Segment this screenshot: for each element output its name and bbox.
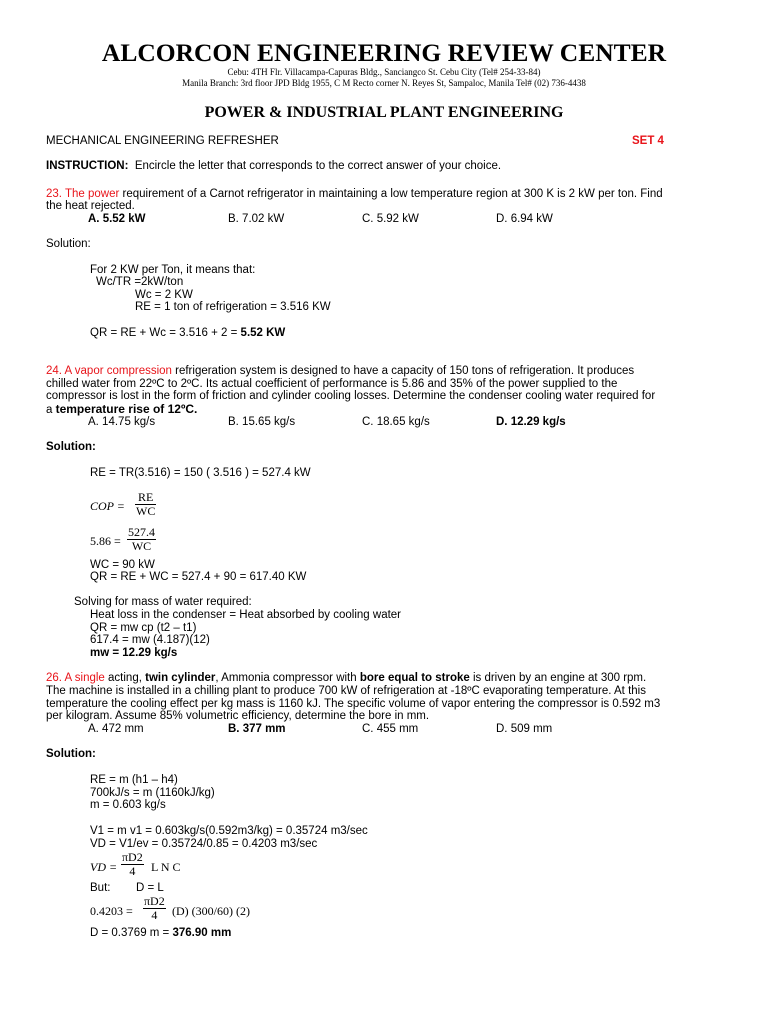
- q23-sol-4: RE = 1 ton of refrigeration = 3.516 KW: [135, 301, 331, 313]
- q26-option-a[interactable]: A. 472 mm: [88, 723, 144, 735]
- q26-line4: per kilogram. Assume 85% volumetric efficiency, determine the bore in mm.: [46, 710, 430, 722]
- page-title: ALCORCON ENGINEERING REVIEW CENTER: [101, 38, 667, 67]
- q26-p2: twin cylinder: [145, 672, 216, 684]
- q26-sol-6b: D = L: [136, 882, 164, 894]
- q23-sol-1: For 2 KW per Ton, it means that:: [90, 264, 256, 276]
- vd-denominator: 4: [121, 864, 144, 878]
- q26-sol-7-text: D = 0.3769 m =: [90, 927, 173, 939]
- q26-sol-4: V1 = m v1 = 0.603kg/s(0.592m3/kg) = 0.35724 m3/sec: [90, 825, 368, 837]
- bore-eq-lhs: 0.4203 =: [90, 904, 133, 918]
- instruction: [46, 159, 501, 173]
- q24-sol-6: QR = mw cp (t2 – t1): [90, 622, 197, 634]
- q24-line4-b: temperature rise of 12ºC.: [55, 402, 198, 416]
- cop586-fraction: [127, 526, 156, 553]
- q23-answer: 5.52 KW: [240, 327, 286, 339]
- q24-sol-5: Heat loss in the condenser = Heat absorbed by cooling water: [90, 609, 402, 621]
- bore-eq-rhs: (D) (300/60) (2): [172, 904, 250, 918]
- q23-text: requirement of a Carnot refrigerator in maintaining a low temperature region at 300 K is 2 kW per ton. Find: [119, 188, 663, 200]
- vd-lhs: VD =: [90, 860, 118, 874]
- q26-answer: 376.90 mm: [172, 927, 232, 939]
- q24-lead: 24. A vapor compression: [46, 365, 172, 377]
- bore-eq-denominator: 4: [143, 908, 166, 922]
- cop-fraction: [135, 491, 156, 518]
- q24-option-b[interactable]: B. 15.65 kg/s: [228, 416, 296, 428]
- cebu-address: Cebu: 4TH Flr. Villacampa-Capuras Bldg., Sanciangco St. Cebu City (Tel# 254-33-84): [227, 67, 541, 77]
- q24-sol-3: QR = RE + WC = 527.4 + 90 = 617.40 KW: [90, 571, 307, 583]
- cop586-denominator: WC: [127, 539, 156, 553]
- q24-option-d[interactable]: D. 12.29 kg/s: [496, 416, 566, 428]
- q26-lead: 26. A single: [46, 672, 105, 684]
- q26-option-d[interactable]: D. 509 mm: [496, 723, 553, 735]
- q24-line1: [46, 364, 634, 378]
- q26-p1: acting,: [104, 672, 146, 684]
- q24-sol-1: RE = TR(3.516) = 150 ( 3.516 ) = 527.4 kW: [90, 467, 311, 479]
- q26-line3: temperature the cooling effect per kg mass is 1160 kJ. The specific volume of vapor entering the compressor is 0.592 m3: [46, 698, 661, 710]
- q23-option-a[interactable]: A. 5.52 kW: [88, 213, 146, 225]
- q26-sol-5: VD = V1/ev = 0.35724/0.85 = 0.4203 m3/sec: [90, 838, 318, 850]
- q24-line2: chilled water from 22ºC to 2ºC. Its actual coefficient of performance is 5.86 and 35% of the power supplied to the: [46, 378, 618, 390]
- q26-p5: is driven by an engine at 300 rpm.: [469, 672, 647, 684]
- q24-sol-2: WC = 90 kW: [90, 559, 155, 571]
- subject-title: POWER & INDUSTRIAL PLANT ENGINEERING: [204, 104, 564, 121]
- cop586-lhs: 5.86 =: [90, 534, 121, 548]
- q26-sol-3: m = 0.603 kg/s: [90, 799, 166, 811]
- q26-solution-label: Solution:: [46, 748, 96, 760]
- manila-address: Manila Branch: 3rd floor JPD Bldg 1955, C M Recto corner N. Reyes St, Sampaloc, Manila Tel# (02) 736-4438: [182, 78, 586, 88]
- course-label: MECHANICAL ENGINEERING REFRESHER: [46, 135, 279, 147]
- q24-answer: mw = 12.29 kg/s: [90, 647, 178, 659]
- q26-p4: bore equal to stroke: [359, 672, 470, 684]
- q23-lead: 23. The power: [46, 188, 120, 200]
- q24-text: refrigeration system is designed to have a capacity of 150 tons of refrigeration. It produces: [171, 365, 635, 377]
- instruction-label: INSTRUCTION:: [46, 160, 129, 172]
- q24-option-c[interactable]: C. 18.65 kg/s: [362, 416, 430, 428]
- q23-sol-3: Wc = 2 KW: [135, 289, 193, 301]
- cop-numerator: RE: [138, 490, 154, 504]
- q23-option-d[interactable]: D. 6.94 kW: [496, 213, 553, 225]
- q26-p3: , Ammonia compressor with: [215, 672, 360, 684]
- q24-option-a[interactable]: A. 14.75 kg/s: [88, 416, 156, 428]
- q24-solution-label: Solution:: [46, 441, 96, 453]
- q23-sol-5: [90, 326, 285, 340]
- q26-line1: [46, 671, 646, 685]
- vd-numerator: πD2: [122, 850, 143, 864]
- q26-sol-7: [90, 926, 231, 940]
- instruction-text: Encircle the letter that corresponds to the correct answer of your choice.: [134, 160, 502, 172]
- cop-lhs: COP =: [90, 499, 125, 513]
- vd-rhs: L N C: [151, 860, 181, 874]
- bore-eq-numerator: πD2: [144, 894, 165, 908]
- q26-line2: The machine is installed in a chilling plant to produce 700 kW of refrigeration at -18ºC evaporating temperature. At this: [46, 685, 646, 697]
- q23-option-c[interactable]: C. 5.92 kW: [362, 213, 419, 225]
- q24-line4-a: a: [46, 404, 56, 416]
- q26-sol-6a: But:: [90, 882, 111, 894]
- cop586-numerator: 527.4: [128, 525, 155, 539]
- bore-eq-fraction: [143, 895, 166, 922]
- q23-line1: [46, 187, 663, 201]
- cop-denominator: WC: [136, 504, 156, 518]
- set-label: SET 4: [632, 135, 664, 147]
- q26-sol-2: 700kJ/s = m (1160kJ/kg): [90, 787, 215, 799]
- q26-sol-1: RE = m (h1 – h4): [90, 774, 178, 786]
- q23-solution-label: Solution:: [46, 238, 91, 250]
- q23-line2: the heat rejected.: [46, 200, 135, 212]
- q23-option-b[interactable]: B. 7.02 kW: [228, 213, 285, 225]
- q23-sol-5-text: QR = RE + Wc = 3.516 + 2 =: [90, 327, 241, 339]
- q24-sol-7: 617.4 = mw (4.187)(12): [90, 634, 210, 646]
- q26-option-b[interactable]: B. 377 mm: [228, 723, 286, 735]
- q26-option-c[interactable]: C. 455 mm: [362, 723, 419, 735]
- q23-sol-2: Wc/TR =2kW/ton: [96, 276, 184, 288]
- vd-fraction: [121, 851, 144, 878]
- q24-sol-4: Solving for mass of water required:: [74, 596, 252, 608]
- q24-line3: compressor is lost in the form of friction and cylinder cooling losses. Determine the condenser cooling water required for: [46, 390, 656, 402]
